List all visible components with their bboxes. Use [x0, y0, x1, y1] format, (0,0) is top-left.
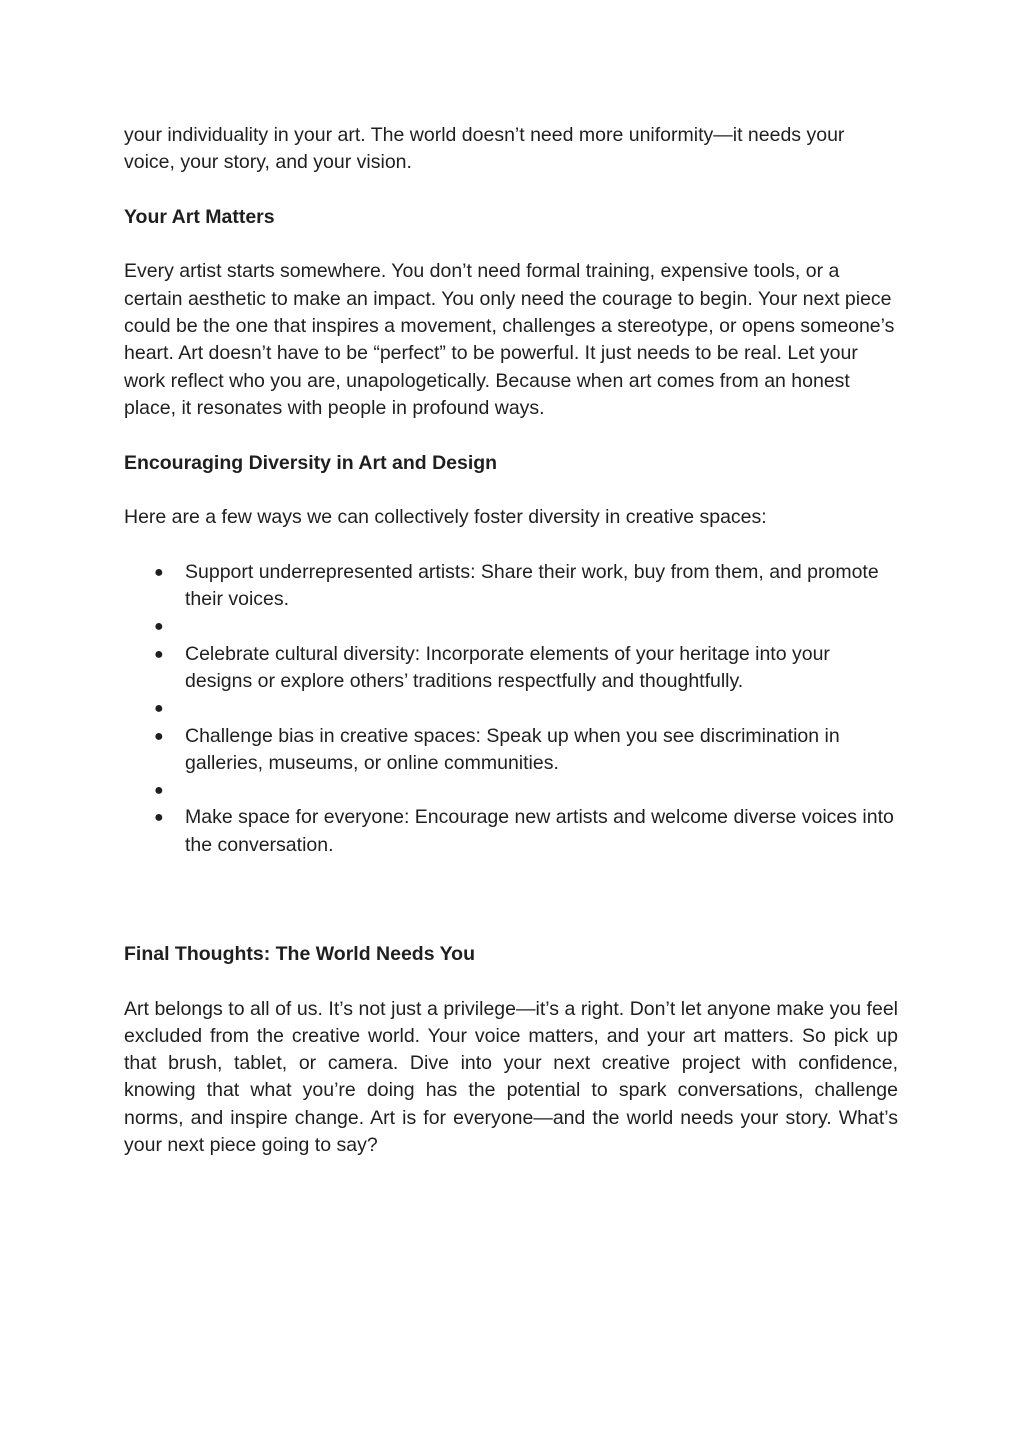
spacer	[124, 914, 898, 941]
diversity-intro-paragraph: Here are a few ways we can collectively foster diversity in creative spaces:	[124, 506, 767, 529]
list-item	[124, 613, 898, 640]
list-item	[124, 723, 898, 778]
heading-encouraging-diversity: Encouraging Diversity in Art and Design	[124, 451, 498, 474]
spacer	[124, 531, 898, 558]
spacer	[124, 231, 898, 258]
heading-final-thoughts: Final Thoughts: The World Needs You	[124, 942, 475, 965]
bullet-icon: ●	[154, 782, 164, 800]
list-item	[124, 559, 898, 614]
spacer	[124, 177, 898, 204]
list-item	[124, 804, 898, 859]
bullet-icon: ●	[154, 700, 164, 718]
list-item-text: Celebrate cultural diversity: Incorporate elements of your heritage into your designs or explore others’ traditions respectfully and thoughtfully.	[185, 642, 830, 692]
list-item	[124, 641, 898, 696]
bullet-icon: ●	[154, 727, 164, 745]
bullet-icon: ●	[154, 563, 164, 581]
bullet-icon: ●	[154, 645, 164, 663]
spacer	[124, 886, 898, 913]
list-item-text: Support underrepresented artists: Share their work, buy from them, and promote their voices.	[185, 560, 879, 611]
diversity-bullet-list	[124, 559, 898, 859]
spacer	[124, 968, 898, 995]
final-thoughts-paragraph: Art belongs to all of us. It’s not just a privilege—it’s a right. Don’t let anyone make you feel excluded from the creative world. Your voice matters, and your art matters. So pick up that brush, tablet, or camera. Dive into your next creative project with confidence, knowing that what you’re doing has the potential to spark conversations, challenge norms, and inspire change. Art is for everyone—and the world needs your story. What’s your next piece going to say?	[124, 997, 898, 1156]
heading-your-art-matters: Your Art Matters	[124, 205, 275, 228]
bullet-icon: ●	[154, 618, 164, 636]
bullet-icon: ●	[154, 809, 164, 827]
intro-paragraph: your individuality in your art. The world doesn’t need more uniformity—it needs your voice, your story, and your vision.	[124, 124, 845, 174]
list-item	[124, 695, 898, 722]
spacer	[124, 859, 898, 886]
list-item	[124, 777, 898, 804]
document-page	[124, 122, 898, 1159]
spacer	[124, 477, 898, 504]
list-item-text: Challenge bias in creative spaces: Speak up when you see discrimination in galleries, museums, or online communities.	[185, 724, 840, 774]
art-matters-paragraph: Every artist starts somewhere. You don’t need formal training, expensive tools, or a certain aesthetic to make an impact. You only need the courage to begin. Your next piece could be the one that inspires a movement, challenges a stereotype, or opens someone’s heart. Art doesn’t have to be “perfect” to be powerful. It just needs to be real. Let your work reflect who you are, unapologetically. Because when art comes from an honest place, it resonates with people in profound ways.	[124, 260, 895, 419]
spacer	[124, 422, 898, 449]
list-item-text: Make space for everyone: Encourage new artists and welcome diverse voices into the conversation.	[185, 806, 894, 856]
